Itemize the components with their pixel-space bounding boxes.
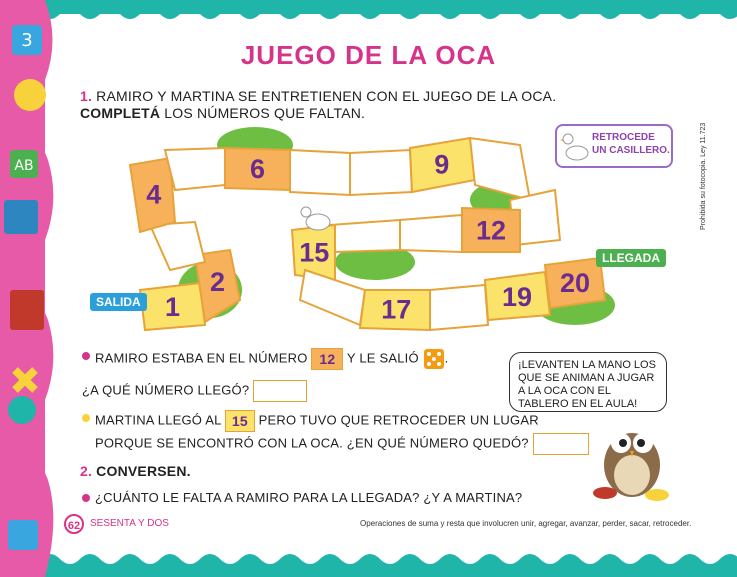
start-label: SALIDA: [90, 293, 147, 311]
page-number: 62: [64, 514, 84, 534]
footer-description: Operaciones de suma y resta que involucren unir, agregar, avanzar, perder, sacar, retroceder.: [360, 519, 692, 528]
activity-2-title: CONVERSEN.: [96, 463, 191, 479]
q2-answer-input[interactable]: [533, 433, 589, 455]
goose-icon: [301, 207, 330, 230]
activity-1-bold-word: COMPLETÁ: [80, 105, 161, 121]
board-cell-13: [400, 215, 462, 252]
board-cell-number-17: 17: [381, 294, 412, 325]
goose-rule-line-1: RETROCEDE: [592, 132, 655, 143]
activity-2-heading: [80, 463, 191, 479]
q1-number-box: 12: [311, 348, 343, 370]
page-title: JUEGO DE LA OCA: [240, 40, 497, 70]
bullet-icon: [82, 414, 90, 422]
q1-text-a: RAMIRO ESTABA EN EL NÚMERO: [95, 350, 308, 366]
board-cell-18: [430, 285, 488, 330]
q2-text-b: PERO TUVO QUE RETROCEDER UN LUGAR: [258, 412, 539, 428]
q1-answer-input[interactable]: [253, 380, 307, 402]
activity-1-number: 1.: [80, 88, 93, 104]
activity-1-text: RAMIRO Y MARTINA SE ENTRETIENEN CON EL JUEGO DE LA OCA.: [96, 88, 557, 104]
page-number-words: SESENTA Y DOS: [90, 518, 169, 529]
q2-line-1: [95, 410, 539, 432]
board-cells: [130, 138, 605, 330]
goose-icon: [560, 129, 590, 163]
board-cell-3: [150, 222, 205, 270]
svg-text:AB: AB: [14, 158, 34, 174]
goose-rule-box: [555, 124, 673, 168]
board-cell-5: [165, 148, 225, 190]
q1-question-line: [82, 380, 307, 402]
copyright-note: Prohibida su fotocopia. Ley 11.723: [700, 122, 707, 230]
goose-rule-line-2: UN CASILLERO.: [592, 145, 670, 156]
board-cell-number-1: 1: [164, 292, 181, 322]
q2-text-c: PORQUE SE ENCONTRÓ CON LA OCA. ¿EN QUÉ NÚMERO QUEDÓ?: [95, 435, 529, 451]
activity-2-question: ¿CUÁNTO LE FALTA A RAMIRO PARA LA LLEGADA? ¿Y A MARTINA?: [95, 490, 523, 505]
q1-text-b: Y LE SALIÓ: [346, 350, 419, 366]
board-cell-number-19: 19: [501, 281, 533, 312]
dice-five-icon: [423, 348, 445, 370]
activity-1-rest: LOS NÚMEROS QUE FALTAN.: [164, 105, 366, 121]
q2-number-box: 15: [225, 410, 255, 432]
board-cell-number-4: 4: [146, 179, 162, 210]
activity-2-number: 2.: [80, 463, 93, 479]
board-cell-number-20: 20: [559, 267, 591, 298]
finish-label: LLEGADA: [596, 249, 666, 267]
board-cell-number-12: 12: [475, 215, 507, 246]
bullet-icon: [82, 494, 90, 502]
q1-question: ¿A QUÉ NÚMERO LLEGÓ?: [82, 382, 250, 398]
board-cell-7: [290, 150, 350, 195]
board-cell-16: [300, 270, 365, 325]
board-cell-8: [350, 150, 412, 195]
q2-line-2: [95, 433, 589, 455]
q1-line: RAMIRO ESTABA EN EL NÚMERO 12 Y LE SALIÓ .: [95, 348, 448, 370]
board-cell-number-6: 6: [249, 154, 266, 184]
board-cell-number-15: 15: [299, 237, 330, 268]
q2-text-a: MARTINA LLEGÓ AL: [95, 412, 222, 428]
goose-rule-text: [592, 131, 670, 157]
bullet-icon: [82, 352, 90, 360]
owl-character-icon: [585, 405, 680, 505]
board-cell-number-2: 2: [209, 266, 226, 297]
board-cell-number-9: 9: [434, 149, 450, 180]
board-cell-14: [330, 220, 400, 252]
svg-text:3: 3: [21, 30, 33, 51]
speech-bubble: ¡LEVANTEN LA MANO LOS QUE SE ANIMAN A JUGAR A LA OCA CON EL TABLERO EN EL AULA!: [509, 352, 667, 412]
